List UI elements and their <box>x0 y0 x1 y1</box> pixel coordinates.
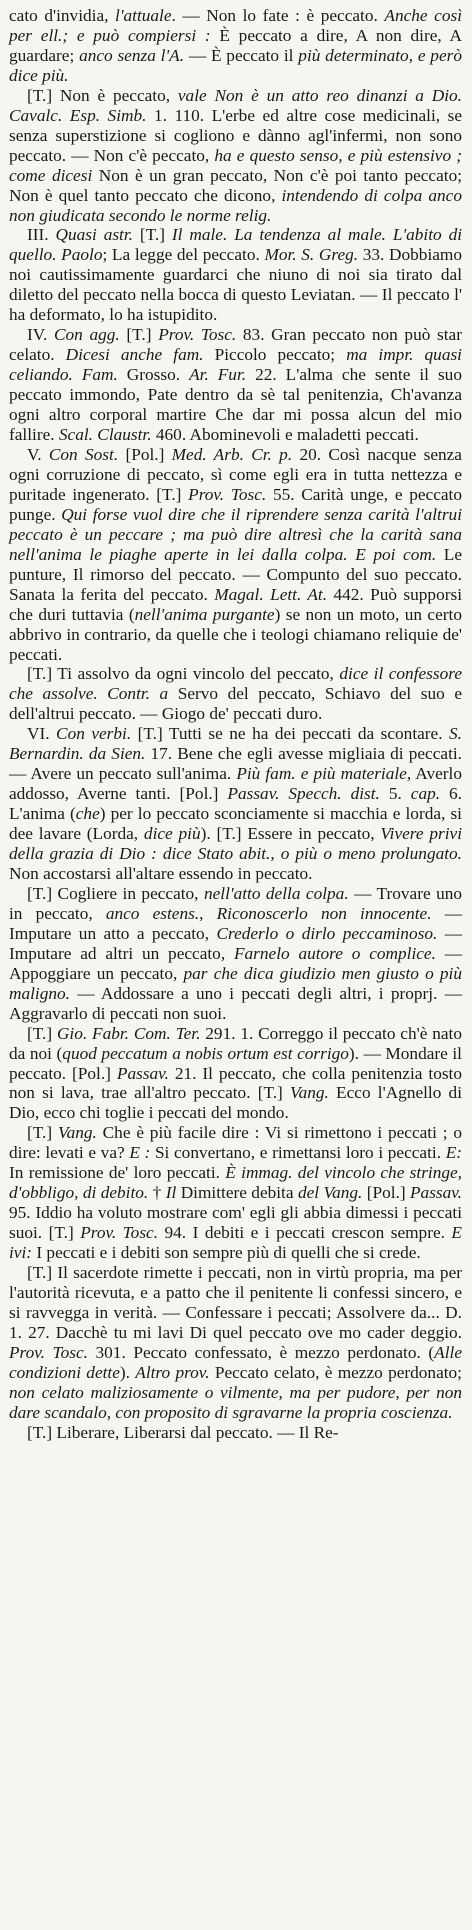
italic-text-segment: Gio. Fabr. Com. Ter. <box>56 1023 201 1043</box>
text-segment: [T.] <box>119 325 159 345</box>
italic-text-segment: E: <box>445 1143 462 1163</box>
italic-text-segment: Ar. Fur. <box>189 365 247 385</box>
italic-text-segment: Con verbi. <box>56 724 132 744</box>
text-segment: [T.] Non è peccato, <box>27 85 178 105</box>
text-segment: [T.] Il sacerdote rimette i peccati, non in virtù propria, ma per l'autorità ricevuta, e a patto che il penitente li confessi sincero, e si ravvegga in verità. — Confessare i peccati; Assolvere da... D. 1. 27. Dacchè tu mi lavi Di quel peccato ove mo cader deggio. <box>9 1263 462 1342</box>
text-segment: Le punture, Il rimorso del peccato. — Compunto del suo peccato. Sanata la ferita del peccato. <box>9 544 462 604</box>
italic-text-segment: Prov. Tosc. <box>158 325 237 345</box>
text-segment: [Pol.] <box>118 444 172 464</box>
text-segment: 1. 110. L'erbe ed altre cose medicinali, se senza superstizione si cogliono e dànno agl'infermi, non sono peccato. — Non c'è peccato, <box>9 105 462 165</box>
text-segment: Non è un gran peccato, Non c'è poi tanto peccato; Non è quel tanto peccato che dicono, <box>9 165 463 205</box>
italic-text-segment: anco estens., Riconoscerlo non innocente. <box>105 903 432 923</box>
entry-paragraph <box>9 325 462 445</box>
text-segment: III. <box>27 225 56 245</box>
text-segment: — Addossare a uno i peccati degli altri, i proprj. — Aggravarlo di peccati non suoi. <box>9 983 462 1023</box>
italic-text-segment: Più fam. e più materiale <box>236 764 407 784</box>
entry-paragraph <box>9 6 462 86</box>
text-segment: . — Non lo fate : è peccato. <box>171 6 385 25</box>
text-segment: 301. Peccato confessato, è mezzo perdonato. ( <box>87 1342 435 1362</box>
italic-text-segment: Med. Arb. Cr. p. <box>171 444 293 464</box>
text-segment: — Imputare un atto a peccato, <box>9 903 462 943</box>
text-segment: Servo del peccato, Schiavo del suo e dell'altrui peccato. — Giogo de' peccati duro. <box>9 684 462 724</box>
italic-text-segment: nell'anima purgante <box>134 604 275 624</box>
italic-text-segment: Qui forse vuol dire che il riprendere senza carità l'altrui peccato è un peccare ; ma può dire altresì che la carità sana nell'anima le piaghe aperte in lei dalla colpa. E poi com. <box>9 504 463 564</box>
text-segment: V. <box>27 444 49 464</box>
text-segment: [T.] <box>27 1123 58 1143</box>
text-segment: , Averlo addosso, Averne tanti. [Pol.] <box>9 764 462 804</box>
text-segment: 33. Dobbiamo noi cautissimamente guardarci che niuno di noi sia tirato dal diletto del peccato nella bocca di questo Leviatan. — Il peccato l' ha deformato, lo ha istupidito. <box>9 245 462 325</box>
italic-text-segment: Passav. <box>116 1063 169 1083</box>
text-segment: ) per lo peccato sconciamente si macchia e lorda, si dee lavare (Lorda, <box>9 804 462 844</box>
italic-text-segment: Vang. <box>289 1083 329 1103</box>
italic-text-segment: del Vang. <box>297 1183 363 1203</box>
italic-text-segment: Passav. Specch. dist. <box>227 784 380 804</box>
text-segment: ). <box>119 1362 136 1382</box>
italic-text-segment: vale Non è un atto reo dinanzi a Dio. Cavalc. Esp. Simb. <box>9 85 463 125</box>
entry-paragraph <box>9 664 462 724</box>
text-segment: 442. Può supporsi che duri tuttavia ( <box>9 584 462 624</box>
italic-text-segment: par che dica giudizio men giusto o più maligno. <box>9 963 462 1003</box>
italic-text-segment: Con Sost. <box>48 444 119 464</box>
italic-text-segment: quod peccatum a nobis ortum est corrigo <box>62 1043 349 1063</box>
entry-paragraph <box>9 1263 462 1423</box>
italic-text-segment: anco senza l'A. <box>79 45 185 65</box>
text-segment: ; La legge del peccato. <box>102 245 265 265</box>
text-segment: Piccolo peccato; <box>203 345 347 365</box>
italic-text-segment: Alle condizioni dette <box>9 1342 462 1382</box>
text-segment: ). [T.] Essere in peccato, <box>200 824 381 844</box>
text-segment: 6. L'anima ( <box>9 784 463 824</box>
text-segment: — Appoggiare un peccato, <box>9 943 463 983</box>
text-segment: Grosso. <box>117 365 190 385</box>
text-segment: 55. Carità unge, e peccato punge. <box>9 484 462 524</box>
italic-text-segment: Prov. Tosc. <box>80 1223 159 1243</box>
text-segment: Ecco l'Agnello di Dio, ecco chi toglie i peccati del mondo. <box>9 1083 462 1123</box>
italic-text-segment: Il male. La tendenza al male. L'abito di quello. Paolo <box>9 225 463 265</box>
text-segment: In remissione de' loro peccati. <box>9 1163 226 1183</box>
text-segment: 291. 1. Correggo il peccato ch'è nato da noi ( <box>9 1023 462 1063</box>
italic-text-segment: più determinato, e però dice più. <box>9 45 462 85</box>
text-segment: 460. Abominevoli e maladetti peccati. <box>151 425 419 445</box>
text-segment: † <box>148 1183 166 1203</box>
italic-text-segment: ma impr. quasi celiando. Fam. <box>9 345 462 385</box>
italic-text-segment: Magal. Lett. At. <box>214 584 328 604</box>
italic-text-segment: dice più <box>143 824 201 844</box>
text-segment: [T.] Ti assolvo da ogni vincolo del peccato, <box>27 664 340 684</box>
text-segment: ). — Mondare il peccato. [Pol.] <box>9 1043 462 1083</box>
text-segment: Dimittere debita <box>176 1183 298 1203</box>
italic-text-segment: Vivere privi della grazia di Dio : dice Stato abit., o più o meno prolungato. <box>9 824 462 864</box>
italic-text-segment: Farnelo autore o complice. <box>233 943 436 963</box>
italic-text-segment: cap. <box>410 784 441 804</box>
text-segment: 83. Gran peccato non può star celato. <box>9 325 462 365</box>
text-segment: 21. Il peccato, che colla penitenzia tosto non si lava, trae all'altro peccato. [T.] <box>9 1063 463 1103</box>
italic-text-segment: Vang. <box>57 1123 97 1143</box>
text-segment: IV. <box>27 325 54 345</box>
entry-paragraph <box>9 884 462 1024</box>
text-segment: Non accostarsi all'altare essendo in peccato. <box>9 863 313 883</box>
text-segment: — Trovare uno in peccato, <box>9 883 462 923</box>
italic-text-segment: Con agg. <box>54 325 120 345</box>
italic-text-segment: Crederlo o dirlo peccaminoso. <box>216 923 438 943</box>
text-segment: cato d'invidia, <box>9 6 116 25</box>
text-segment: Si convertano, e rimettansi loro i peccati. <box>150 1143 446 1163</box>
entry-paragraph <box>9 86 462 226</box>
italic-text-segment: È immag. del vincolo che stringe, d'obbligo, di debito. <box>9 1163 462 1203</box>
text-segment: Che è più facile dire : Vi si rimettono i peccati ; o dire: levati e va? <box>9 1123 462 1163</box>
entry-paragraph <box>9 1423 462 1443</box>
text-segment: — Imputare ad altri un peccato, <box>9 923 462 963</box>
italic-text-segment: intendendo di colpa anco non giudicata secondo le norme relig. <box>9 185 462 225</box>
text-segment: [T.] Cogliere in peccato, <box>27 883 204 903</box>
italic-text-segment: Quasi astr. <box>55 225 133 245</box>
italic-text-segment: E : <box>129 1143 151 1163</box>
text-segment: 20. Così nacque senza ogni corruzione di peccato, sì come egli era in tutta nettezza e puritade ingenerato. [T.] <box>9 444 462 504</box>
italic-text-segment: Altro prov. <box>135 1362 210 1382</box>
italic-text-segment: non celato maliziosamente o vilmente, ma per pudore, per non dare scandalo, con proposito di sgravarne la propria coscienza. <box>9 1382 462 1422</box>
italic-text-segment: Mor. S. Greg. <box>264 245 359 265</box>
italic-text-segment: ha e questo senso, e più estensivo ; come dicesi <box>9 145 462 185</box>
text-segment: 5. <box>379 784 411 804</box>
italic-text-segment: Anche così per ell.; e può compiersi : <box>9 6 462 45</box>
text-segment: [T.] <box>133 225 172 245</box>
italic-text-segment: nell'atto della colpa. <box>203 883 349 903</box>
entry-paragraph <box>9 445 462 664</box>
text-segment: Peccato celato, è mezzo perdonato; <box>209 1362 462 1382</box>
italic-text-segment: Scal. Claustr. <box>58 425 152 445</box>
italic-text-segment: dice il confessore che assolve. Contr. a <box>9 664 463 704</box>
text-segment: ) se non un moto, un certo abbrivo in contrario, da quelle che i teologi chiamano reliquie de' peccati. <box>9 604 462 664</box>
entry-paragraph <box>9 724 462 884</box>
text-segment: 17. Bene che egli avesse migliaia di peccati. — Avere un peccato sull'anima. <box>9 744 462 784</box>
text-segment: È peccato a dire, A non dire, A guardare; <box>9 25 462 65</box>
italic-text-segment: S. Bernardin. da Sien. <box>9 724 462 764</box>
text-segment: 22. L'alma che sente il suo peccato immondo, Pate dentro da sè tal penitenzia, Ch'avanza ogni altro corporal martire Che dar mi possa alcun del mio fallire. <box>9 365 462 445</box>
text-segment: VI. <box>27 724 57 744</box>
text-segment: [T.] Liberare, Liberarsi dal peccato. — Il Re- <box>27 1422 339 1442</box>
italic-text-segment: E ivi: <box>9 1223 462 1263</box>
italic-text-segment: Prov. Tosc. <box>188 484 267 504</box>
text-segment: [T.] <box>27 1023 57 1043</box>
entry-paragraph <box>9 225 462 325</box>
italic-text-segment: Prov. Tosc. <box>9 1342 88 1362</box>
italic-text-segment: Dicesi anche fam. <box>65 345 204 365</box>
italic-text-segment: che <box>75 804 100 824</box>
text-segment: 95. Iddio ha voluto mostrare com' egli gli abbia dimessi i peccati suoi. [T.] <box>9 1203 462 1243</box>
text-segment: 94. I debiti e i peccati crescon sempre. <box>158 1223 452 1243</box>
italic-text-segment: Passav. <box>410 1183 462 1203</box>
text-segment: [T.] Tutti se ne ha dei peccati da scontare. <box>131 724 450 744</box>
entry-paragraph <box>9 1024 462 1124</box>
italic-text-segment: l'attuale <box>115 6 172 25</box>
entry-paragraph <box>9 1123 462 1263</box>
text-segment: [Pol.] <box>362 1183 410 1203</box>
text-segment: I peccati e i debiti son sempre più di quelli che si crede. <box>32 1243 421 1263</box>
text-segment: — È peccato il <box>184 45 299 65</box>
italic-text-segment: Il <box>165 1183 177 1203</box>
